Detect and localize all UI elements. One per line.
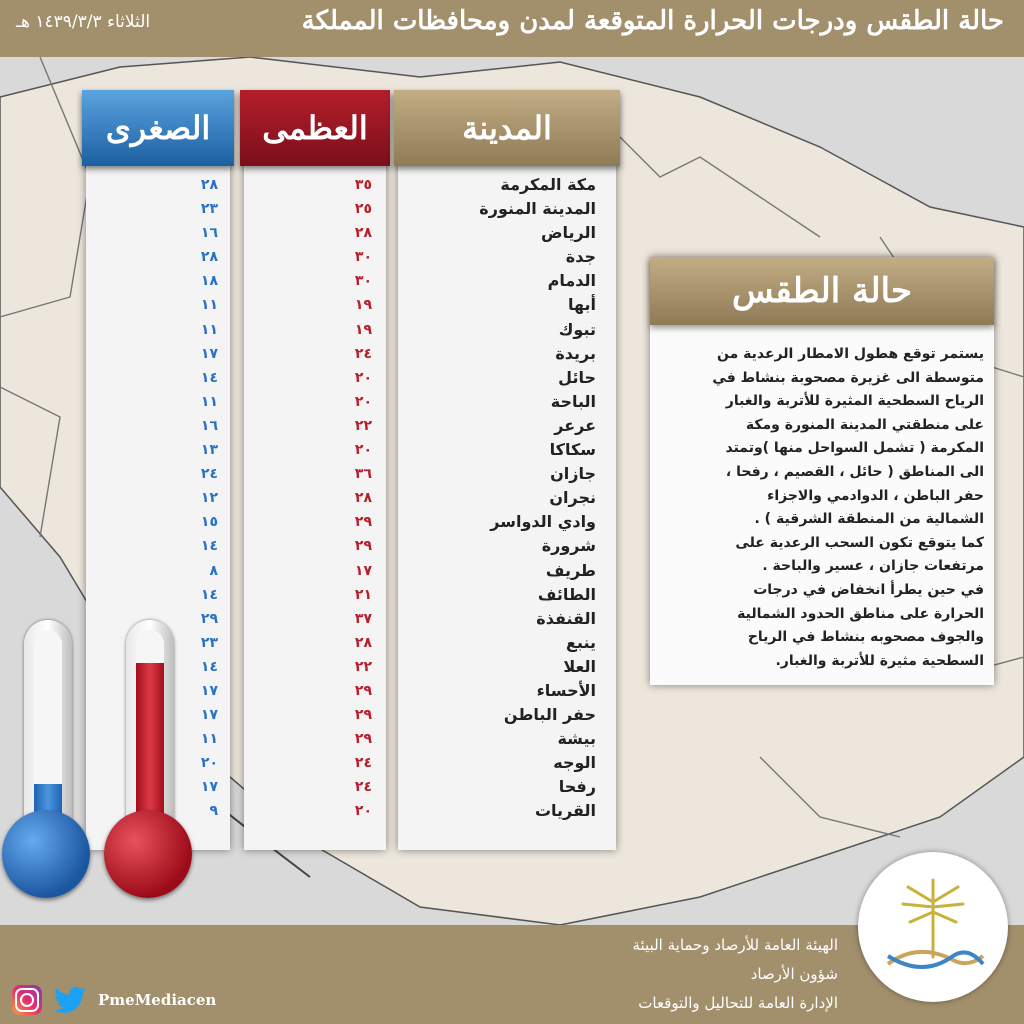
weather-line: الرياح السطحية المثيرة للأتربة والغبار (725, 393, 984, 410)
city-name: حائل (558, 367, 596, 387)
city-name: سكاكا (549, 440, 596, 460)
min-temp-value: ١٣ (200, 442, 218, 459)
footer-line: الإدارة العامة للتحاليل والتوقعات (638, 994, 838, 1012)
max-temp-value: ٢٢ (354, 417, 372, 434)
max-temp-value: ٢٩ (354, 514, 372, 531)
max-temp-value: ٣٦ (354, 466, 372, 483)
min-temp-value: ٢٤ (200, 466, 218, 483)
city-list (398, 173, 616, 824)
social-links (12, 983, 216, 1017)
city-name: ينبع (566, 632, 596, 652)
max-temp-value: ٢٠ (354, 442, 372, 459)
max-temp-value: ٢٤ (354, 345, 372, 362)
weather-line: الحرارة على مناطق الحدود الشمالية (737, 605, 984, 622)
city-name: شرورة (541, 536, 596, 556)
weather-line: الى المناطق ( حائل ، القصيم ، رفحا ، (725, 463, 984, 480)
max-temp-value: ٢٨ (354, 490, 372, 507)
city-name: القريات (534, 801, 596, 821)
weather-panel (650, 257, 994, 685)
min-temp-value: ١٧ (200, 682, 218, 699)
footer-org-lines (458, 931, 838, 1018)
city-name: مكة المكرمة (500, 175, 596, 194)
max-temp-value: ٢٤ (354, 779, 372, 796)
page-title: حالة الطقس ودرجات الحرارة المتوقعة لمدن ومحافظات المملكة (301, 6, 1004, 36)
city-name: جازان (550, 464, 596, 484)
min-temp-value: ٢٣ (200, 634, 218, 651)
max-temp-value: ٢٩ (354, 682, 372, 699)
max-temp-value: ٢٩ (354, 731, 372, 748)
weather-line: يستمر توقع هطول الامطار الرعدية من (717, 346, 984, 362)
twitter-icon[interactable] (54, 986, 86, 1014)
city-name: بريدة (555, 343, 596, 363)
max-temp-value: ٣٧ (354, 610, 372, 627)
palm-swords-logo (858, 852, 1008, 1002)
min-temp-value: ٢٩ (200, 610, 218, 627)
city-name: حفر الباطن (503, 705, 596, 725)
max-temp-list (244, 173, 386, 824)
min-temp-value: ١٢ (200, 490, 218, 507)
max-temp-value: ٢٠ (354, 369, 372, 386)
min-temp-value: ١٧ (200, 707, 218, 724)
city-name: العلا (563, 656, 596, 676)
city-name: نجران (549, 488, 596, 508)
weather-line: متوسطة الى غزيرة مصحوبة بنشاط في (712, 369, 984, 386)
min-temp-value: ١٦ (200, 225, 218, 242)
min-temp-value: ١٨ (200, 273, 218, 290)
max-temp-value: ٢٠ (354, 393, 372, 410)
weather-line: المكرمة ( تشمل السواحل منها )وتمتد (725, 440, 984, 457)
thermometer-red-icon (104, 620, 196, 895)
max-temp-value: ١٩ (354, 321, 372, 338)
max-temp-value: ٢٢ (354, 658, 372, 675)
city-name: الباحة (550, 391, 596, 411)
city-name: الأحساء (536, 680, 596, 700)
max-temp-value: ٣٥ (354, 177, 372, 193)
min-temp-value: ١٤ (200, 658, 218, 675)
city-name: المدينة المنورة (479, 199, 596, 219)
max-temp-value: ١٧ (354, 562, 372, 579)
city-name: عرعر (554, 415, 596, 435)
city-name: بيشة (557, 729, 596, 749)
min-temp-value: ٨ (209, 562, 218, 579)
max-temp-value: ٣٠ (354, 273, 372, 290)
city-name: أبها (567, 295, 596, 315)
min-temp-value: ١٥ (200, 514, 218, 531)
max-temp-value: ٢١ (354, 586, 372, 603)
city-name: القنفذة (536, 608, 596, 628)
min-temp-value: ١١ (200, 393, 218, 410)
thermometer-red-bulb (104, 810, 192, 898)
city-name: وادي الدواسر (490, 512, 596, 532)
city-name: رفحا (558, 777, 596, 797)
min-temp-value: ١١ (200, 321, 218, 338)
min-temp-value: ١٤ (200, 586, 218, 603)
thermometer-blue-icon (2, 620, 94, 895)
max-temp-value: ٢٩ (354, 707, 372, 724)
weather-line: والجوف مصحوبه بنشاط في الرياح (747, 629, 984, 646)
thermometer-blue-bulb (2, 810, 90, 898)
min-temp-value: ١٤ (200, 369, 218, 386)
min-temp-value: ٢٣ (200, 201, 218, 218)
min-temp-value: ١٧ (200, 345, 218, 362)
min-temp-value: ١٤ (200, 538, 218, 555)
city-name: الطائف (537, 584, 596, 604)
weather-line: على منطقتي المدينة المنورة ومكة (745, 416, 984, 433)
weather-line: كما يتوقع تكون السحب الرعدية على (735, 534, 984, 551)
max-temp-column (244, 98, 386, 850)
min-temp-value: ١١ (200, 297, 218, 314)
social-handle[interactable]: PmeMediacen (98, 991, 217, 1009)
weather-line: الشمالية من المنطقة الشرقية ) . (754, 511, 984, 528)
max-temp-value: ٢٨ (354, 634, 372, 651)
max-temp-value: ١٩ (354, 297, 372, 314)
city-name: الرياض (541, 223, 596, 243)
min-temp-value: ٢٨ (200, 249, 218, 266)
date-label: الثلاثاء ١٤٣٩/٣/٣ هـ (16, 12, 151, 32)
city-name: تبوك (558, 319, 596, 339)
min-temp-value: ١٦ (200, 417, 218, 434)
weather-line: السطحية مثيرة للأتربة والغبار. (775, 652, 984, 669)
city-header: المدينة (394, 90, 620, 166)
min-temp-value: ٩ (209, 803, 218, 820)
city-name: الوجه (553, 753, 596, 773)
instagram-icon[interactable] (12, 985, 42, 1015)
min-temp-value: ١١ (200, 731, 218, 748)
weather-title: حالة الطقس (650, 257, 994, 325)
city-column (398, 98, 616, 850)
min-temp-header: الصغرى (82, 90, 234, 166)
weather-line: حفر الباطن ، الدوادمي والاجزاء (767, 487, 984, 504)
footer-line: شؤون الأرصاد (750, 965, 838, 983)
city-name: الدمام (547, 271, 596, 291)
max-temp-header: العظمى (240, 90, 390, 166)
header-bar (0, 0, 1024, 57)
max-temp-value: ٢٤ (354, 755, 372, 772)
footer-line: الهيئة العامة للأرصاد وحماية البيئة (632, 936, 838, 954)
max-temp-value: ٢٠ (354, 803, 372, 820)
max-temp-value: ٢٥ (354, 201, 372, 218)
max-temp-value: ٣٠ (354, 249, 372, 266)
min-temp-value: ٢٨ (200, 177, 218, 193)
weather-line: مرتفعات جازان ، عسير والباحة . (762, 558, 984, 575)
min-temp-value: ١٧ (200, 779, 218, 796)
weather-description (660, 343, 984, 673)
city-name: جدة (565, 247, 596, 267)
city-name: طريف (545, 560, 596, 580)
max-temp-value: ٢٩ (354, 538, 372, 555)
max-temp-value: ٢٨ (354, 225, 372, 242)
min-temp-value: ٢٠ (200, 755, 218, 772)
weather-line: في حين يطرأ انخفاض في درجات (753, 581, 984, 598)
